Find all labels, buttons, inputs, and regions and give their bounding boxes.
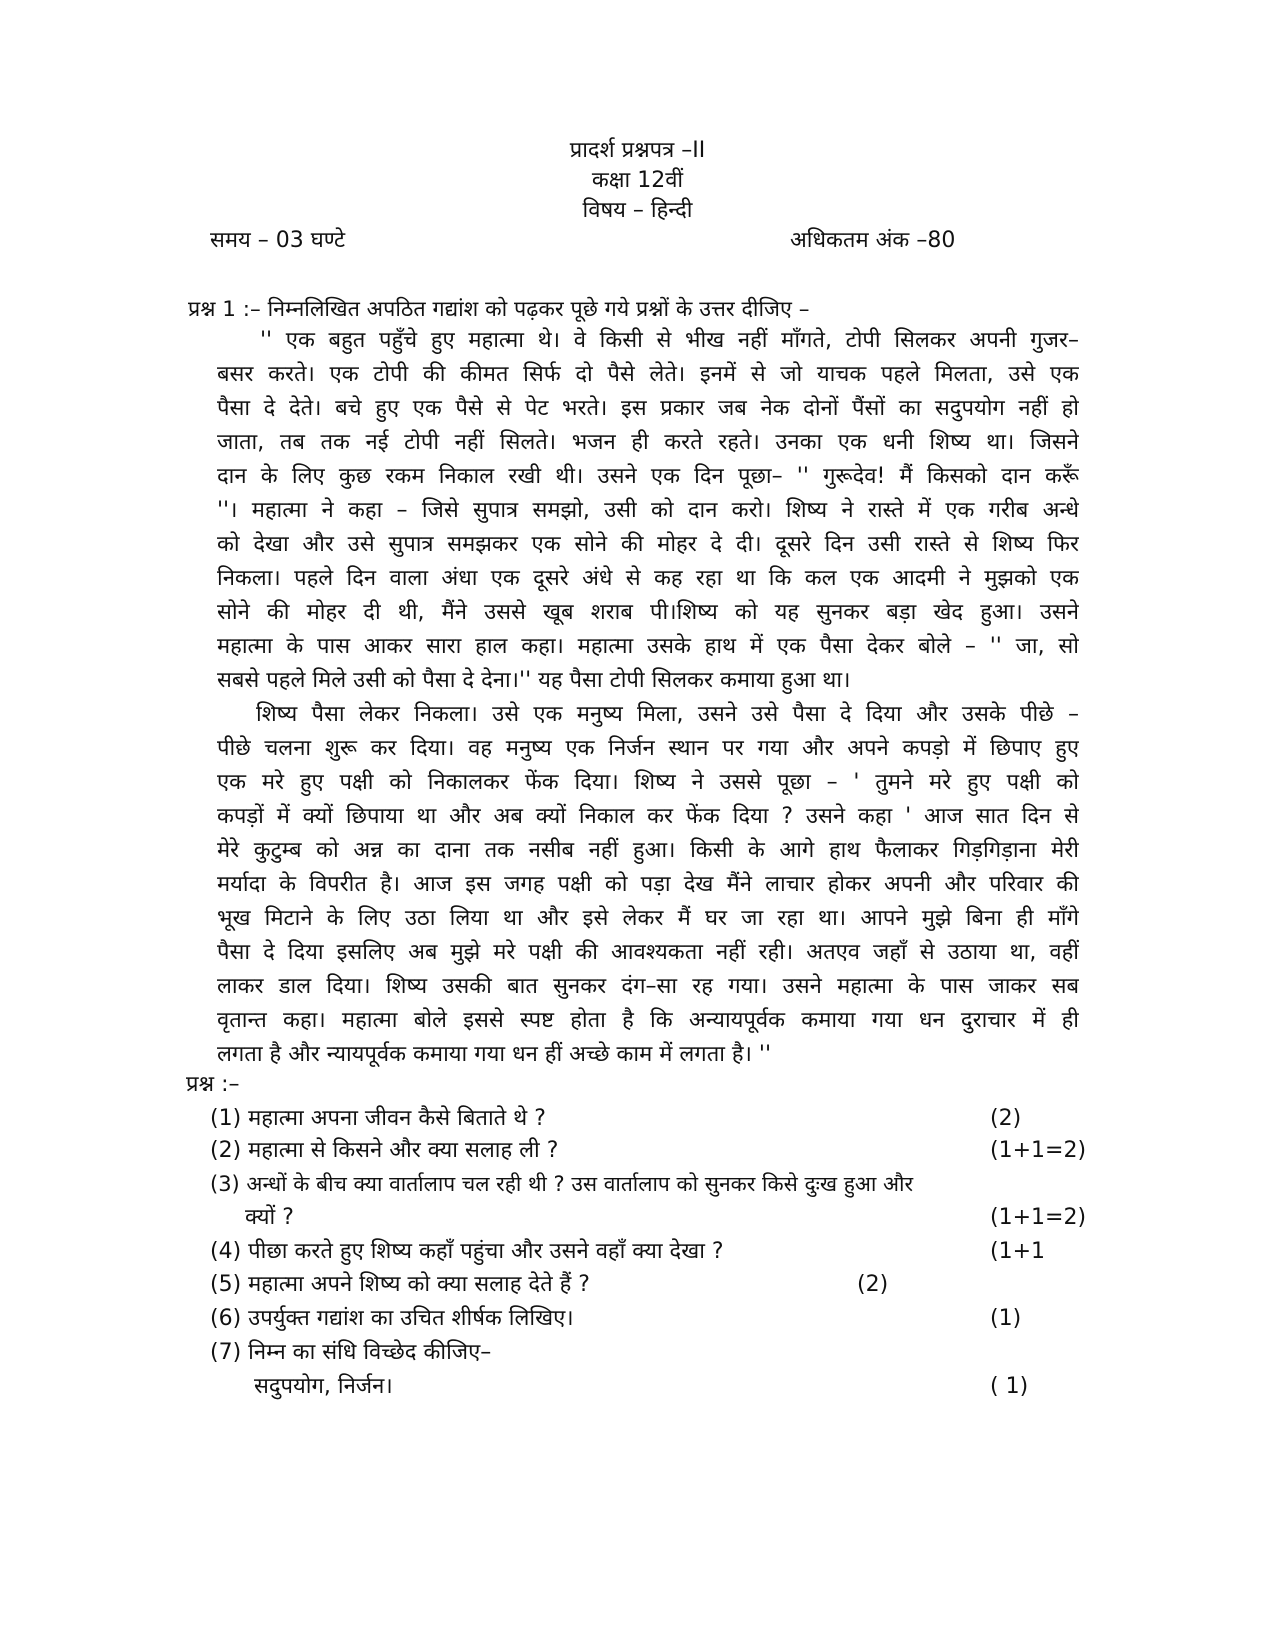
passage-line: दान के लिए कुछ रकम निकाल रखी थी। उसने एक दिन पूछा– '' गुरूदेव! मैं किसको दान करूँ bbox=[217, 464, 1079, 489]
question-1-prompt: प्रश्न 1 :– निम्नलिखित अपठित गद्यांश को पढ़कर पूछे गये प्रश्नों के उत्तर दीजिए – bbox=[188, 297, 810, 322]
paper-title: प्रादर्श प्रश्नपत्र –II bbox=[569, 138, 706, 163]
class-label: कक्षा 12वीं bbox=[591, 168, 684, 193]
passage-line: को देखा और उसे सुपात्र समझकर एक सोने की मोहर दे दी। दूसरे दिन उसी रास्ते से शिष्य फिर bbox=[217, 532, 1079, 557]
question-marks: (2) bbox=[990, 1106, 1022, 1131]
question-item: (1) महात्मा अपना जीवन कैसे बिताते थे ? bbox=[210, 1106, 546, 1131]
subject-label: विषय – हिन्दी bbox=[582, 198, 693, 223]
question-item: (2) महात्मा से किसने और क्या सलाह ली ? bbox=[210, 1138, 559, 1163]
passage-line: पैसा दे दिया इसलिए अब मुझे मरे पक्षी की आवश्यकता नहीं रही। अतएव जहाँ से उठाया था, वहीं bbox=[217, 940, 1079, 965]
passage-line: लगता है और न्यायपूर्वक कमाया गया धन हीं अच्छे काम में लगता है। '' bbox=[217, 1042, 772, 1067]
passage-line: मेरे कुटुम्ब को अन्न का दाना तक नसीब नहीं हुआ। किसी के आगे हाथ फैलाकर गिड़गिड़ाना मेरी bbox=[217, 838, 1079, 863]
passage-line: मर्यादा के विपरीत है। आज इस जगह पक्षी को पड़ा देख मैंने लाचार होकर अपनी और परिवार की bbox=[217, 872, 1079, 897]
question-marks: (1+1=2) bbox=[990, 1205, 1087, 1230]
passage-line: पैसा दे देते। बचे हुए एक पैसे से पेट भरते। इस प्रकार जब नेक दोनों पैंसों का सदुपयोग नहीं हो bbox=[217, 396, 1079, 421]
passage-line: निकला। पहले दिन वाला अंधा एक दूसरे अंधे से कह रहा था कि कल एक आदमी ने मुझको एक bbox=[217, 566, 1079, 591]
question-item: (7) निम्न का संधि विच्छेद कीजिए– bbox=[210, 1340, 492, 1365]
question-item: (4) पीछा करते हुए शिष्य कहाँ पहुंचा और उसने वहाँ क्या देखा ? bbox=[210, 1239, 724, 1264]
passage-line: बसर करते। एक टोपी की कीमत सिर्फ दो पैसे लेते। इनमें से जो याचक पहले मिलता, उसे एक bbox=[217, 362, 1079, 387]
question-marks: (1+1 bbox=[990, 1239, 1046, 1264]
passage-line: जाता, तब तक नई टोपी नहीं सिलते। भजन ही करते रहते। उनका एक धनी शिष्य था। जिसने bbox=[217, 430, 1079, 455]
question-item: (6) उपर्युक्त गद्यांश का उचित शीर्षक लिखिए। bbox=[210, 1306, 574, 1331]
passage-line: '' एक बहुत पहुँचे हुए महात्मा थे। वे किसी से भीख नहीं माँगते, टोपी सिलकर अपनी गुजर– bbox=[260, 328, 1079, 353]
passage-line: कपड़ों में क्यों छिपाया था और अब क्यों निकाल कर फेंक दिया ? उसने कहा ' आज सात दिन से bbox=[217, 804, 1079, 829]
question-item: (3) अन्धों के बीच क्या वार्तालाप चल रही थी ? उस वार्तालाप को सुनकर किसे दुःख हुआ और bbox=[210, 1172, 914, 1196]
question-marks: ( 1) bbox=[990, 1374, 1029, 1399]
passage-line: वृतान्त कहा। महात्मा बोले इससे स्पष्ट होता है कि अन्यायपूर्वक कमाया गया धन दुराचार में ही bbox=[217, 1008, 1079, 1033]
question-marks: (1) bbox=[990, 1306, 1022, 1331]
passage-line: शिष्य पैसा लेकर निकला। उसे एक मनुष्य मिला, उसने उसे पैसा दे दिया और उसके पीछे – bbox=[256, 702, 1079, 727]
question-marks: (1+1=2) bbox=[990, 1138, 1087, 1163]
max-marks-label: अधिकतम अंक –80 bbox=[790, 228, 956, 253]
passage-line: लाकर डाल दिया। शिष्य उसकी बात सुनकर दंग–सा रह गया। उसने महात्मा के पास जाकर सब bbox=[217, 974, 1079, 999]
question-marks: (2) bbox=[857, 1272, 889, 1297]
passage-line: महात्मा के पास आकर सारा हाल कहा। महात्मा उसके हाथ में एक पैसा देकर बोले – '' जा, सो bbox=[217, 634, 1079, 659]
questions-heading: प्रश्न :– bbox=[186, 1072, 240, 1097]
passage-line: भूख मिटाने के लिए उठा लिया था और इसे लेकर मैं घर जा रहा था। आपने मुझे बिना ही माँगे bbox=[217, 906, 1079, 931]
passage-line: सोने की मोहर दी थी, मैंने उससे खूब शराब पी।शिष्य को यह सुनकर बड़ा खेद हुआ। उसने bbox=[217, 600, 1079, 625]
passage-line: ''। महात्मा ने कहा – जिसे सुपात्र समझो, उसी को दान करो। शिष्य ने रास्ते में एक गरीब अन्धे bbox=[217, 498, 1079, 523]
passage-line: एक मरे हुए पक्षी को निकालकर फेंक दिया। शिष्य ने उससे पूछा – ' तुमने मरे हुए पक्षी को bbox=[217, 770, 1079, 795]
question-item-continuation: सदुपयोग, निर्जन। bbox=[254, 1374, 393, 1399]
time-label: समय – 03 घण्टे bbox=[210, 228, 346, 253]
question-item: (5) महात्मा अपने शिष्य को क्या सलाह देते हैं ? bbox=[210, 1272, 590, 1297]
passage-line: पीछे चलना शुरू कर दिया। वह मनुष्य एक निर्जन स्थान पर गया और अपने कपड़ो में छिपाए हुए bbox=[217, 736, 1079, 761]
passage-line: सबसे पहले मिले उसी को पैसा दे देना।'' यह पैसा टोपी सिलकर कमाया हुआ था। bbox=[217, 668, 851, 693]
question-item-continuation: क्यों ? bbox=[245, 1205, 294, 1230]
